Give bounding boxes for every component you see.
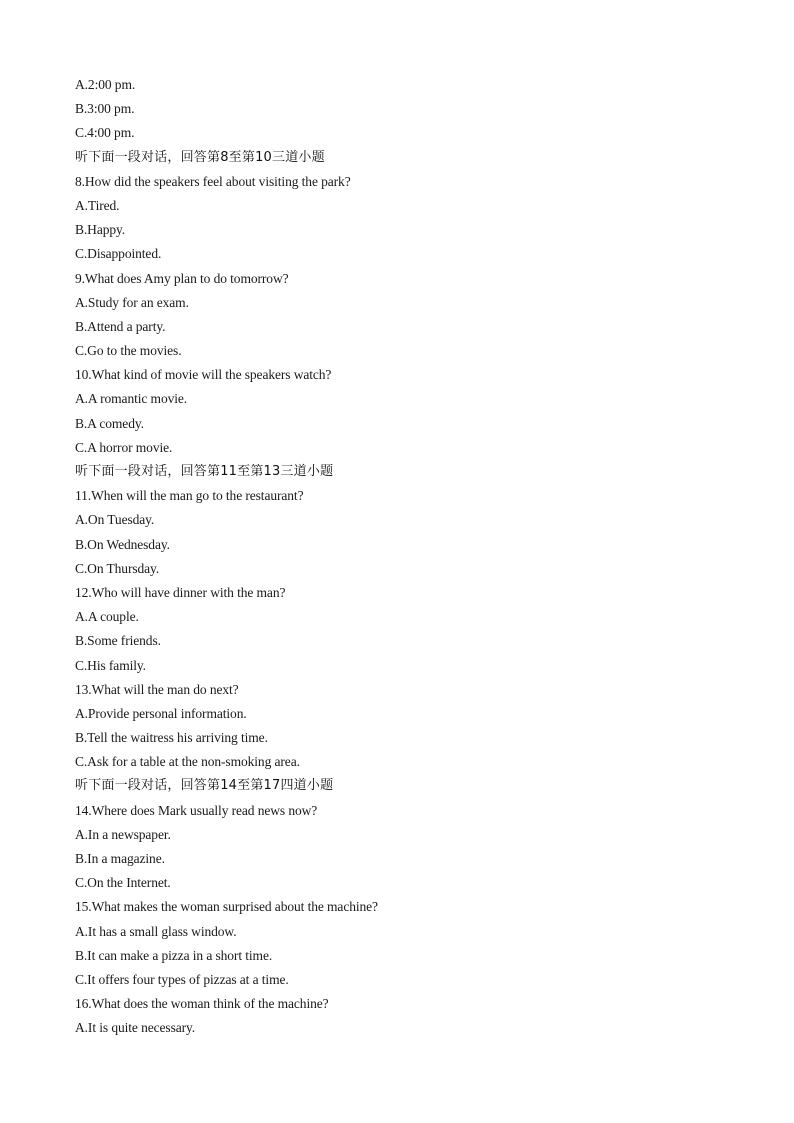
answer-option: A.A romantic movie. xyxy=(75,391,188,407)
question-text: 14.Where does Mark usually read news now? xyxy=(75,802,318,818)
answer-option: A.Provide personal information. xyxy=(75,705,247,721)
exam-content xyxy=(75,73,735,1041)
question-text: 12.Who will have dinner with the man? xyxy=(75,584,286,600)
answer-option: C.4:00 pm. xyxy=(75,125,135,141)
answer-option: C.It offers four types of pizzas at a time. xyxy=(75,971,289,987)
answer-option: C.On the Internet. xyxy=(75,875,171,891)
answer-option: A.Study for an exam. xyxy=(75,294,189,310)
answer-option: B.It can make a pizza in a short time. xyxy=(75,947,273,963)
question-text: 9.What does Amy plan to do tomorrow? xyxy=(75,270,289,286)
answer-option: B.3:00 pm. xyxy=(75,101,135,117)
answer-option: B.Attend a party. xyxy=(75,318,166,334)
answer-option: C.Disappointed. xyxy=(75,246,162,262)
answer-option: B.Some friends. xyxy=(75,633,161,649)
answer-option: A.On Tuesday. xyxy=(75,512,155,528)
section-instruction: 听下面一段对话，回答第8至第10三道小题 xyxy=(75,149,325,165)
question-text: 15.What makes the woman surprised about the machine? xyxy=(75,899,378,915)
answer-option: C.Ask for a table at the non-smoking area. xyxy=(75,754,300,770)
question-text: 8.How did the speakers feel about visiting the park? xyxy=(75,173,351,189)
section-instruction: 听下面一段对话，回答第11至第13三道小题 xyxy=(75,464,334,479)
answer-option: B.On Wednesday. xyxy=(75,536,170,552)
answer-option: B.Tell the waitress his arriving time. xyxy=(75,730,268,746)
answer-option: C.A horror movie. xyxy=(75,439,173,455)
answer-option: B.Happy. xyxy=(75,222,126,238)
answer-option: A.In a newspaper. xyxy=(75,826,171,842)
answer-option: A.It has a small glass window. xyxy=(75,923,237,939)
answer-option: A.2:00 pm. xyxy=(75,77,136,92)
answer-option: B.In a magazine. xyxy=(75,851,165,866)
answer-option: B.A comedy. xyxy=(75,415,144,431)
answer-option: A.It is quite necessary. xyxy=(75,1020,196,1036)
answer-option: A.A couple. xyxy=(75,609,139,625)
section-instruction: 听下面一段对话，回答第14至第17四道小题 xyxy=(75,778,334,794)
answer-option: C.Go to the movies. xyxy=(75,343,182,359)
answer-option: C.On Thursday. xyxy=(75,560,160,576)
question-text: 13.What will the man do next? xyxy=(75,681,239,697)
answer-option: A.Tired. xyxy=(75,197,120,213)
answer-option: C.His family. xyxy=(75,657,146,673)
question-text: 10.What kind of movie will the speakers watch? xyxy=(75,367,332,383)
question-text: 11.When will the man go to the restaurant? xyxy=(75,488,304,504)
question-text: 16.What does the woman think of the machine? xyxy=(75,996,329,1012)
